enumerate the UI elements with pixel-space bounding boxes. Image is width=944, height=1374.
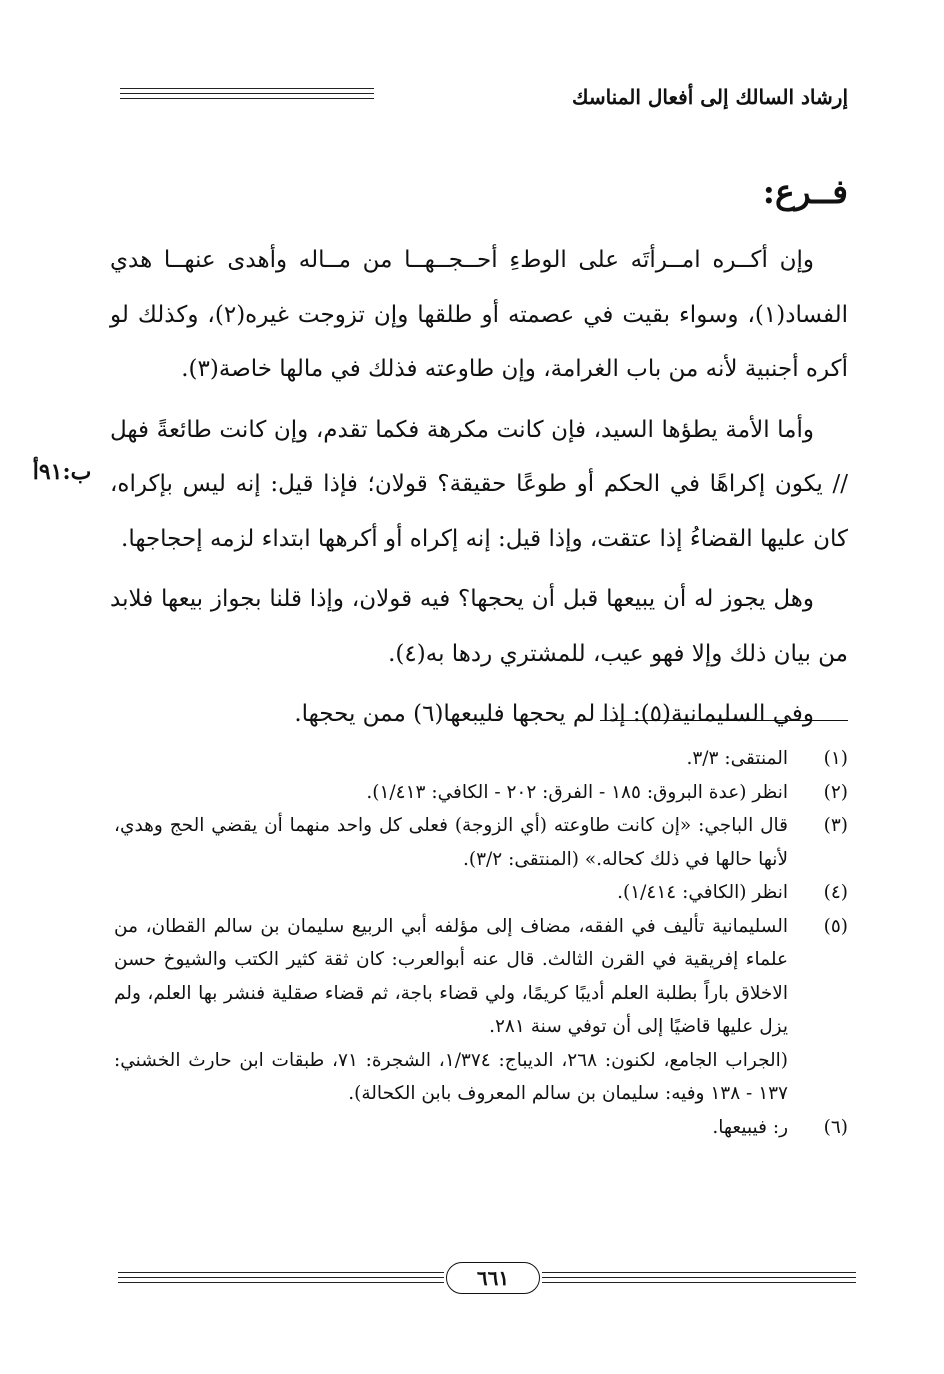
footer-rule-left-2 — [118, 1277, 444, 1278]
footnote-2 — [114, 776, 848, 810]
footnote-number: (١) — [823, 748, 848, 769]
paragraph-4: وفي السليمانية(٥): إذا لم يحجها فليبعها(٦) ممن يحجها. — [294, 701, 814, 727]
footnote-number: (٥) — [823, 915, 848, 937]
footnote-4 — [114, 876, 848, 910]
paragraph-3: وهل يجوز له أن يبيعها قبل أن يحجها؟ فيه قولان، وإذا قلنا بجواز بيعها فلابد من بيان ذلك وإلا فهو عيب، للمشتري ردها به(٤). — [110, 586, 848, 667]
header-rule-bottom — [120, 98, 374, 99]
manuscript-folio-note: ب:٩١أ — [32, 459, 92, 485]
footnote-number: (٦) — [823, 1116, 848, 1138]
footer-rule-left-3 — [118, 1282, 444, 1283]
footnote-5-continuation: (الجراب الجامع، لكنون: ٢٦٨، الديباج: ١/٣٧٤، الشجرة: ٧١، طبقات ابن حارث الخشني: ١٣٧ - ١٣٨ وفيه: سليمان بن سالم المعروف بابن الكحالة). — [114, 1049, 789, 1104]
footnote-number: (٣) — [823, 815, 848, 836]
main-text — [110, 233, 848, 748]
footer-rule-right-1 — [542, 1272, 856, 1273]
footnote-6 — [114, 1111, 848, 1145]
footnote-text: انظر (الكافي: ١/٤١٤). — [617, 882, 788, 903]
footnote-text: المنتقى: ٣/٣. — [686, 748, 788, 769]
paragraph-1: وإن أكــره امــرأتَه على الوطءِ أحــجــهــا من مــاله وأهدى عنهــا هدي الفساد(١)، وسواء بقيت في عصمته أو طلقها وإن تزوجت غيره(٢)، وكذلك لو أكره أجنبية لأنه من باب الغرامة، وإن طاوعته فذلك في مالها خاصة(٣). — [110, 247, 849, 382]
header-rule-top — [120, 88, 374, 89]
paragraph-2: وأما الأمة يطؤها السيد، فإن كانت مكرهة فكما تقدم، وإن كانت طائعةً فهل // يكون إكراهًا في الحكم أو طوعًا حقيقة؟ قولان؛ فإذا قيل: إنه ليس بإكراه، كان عليها القضاءُ إذا عتقت، وإذا قيل: إنه إكراه أو أكرهها ابتداء لزمه إحجاجها. — [110, 416, 848, 552]
footnote-separator — [600, 720, 848, 721]
footnote-text: قال الباجي: «إن كانت طاوعته (أي الزوجة) فعلى كل واحد منهما أن يقضي الحج وهدي، لأنها حالها في ذلك كحاله.» (المنتقى: ٣/٢). — [114, 815, 788, 870]
footnotes — [114, 742, 848, 1144]
footer-rule-right-3 — [542, 1282, 856, 1283]
footnote-3 — [114, 809, 848, 876]
footnote-5 — [114, 910, 848, 1044]
footer-rule-left-1 — [118, 1272, 444, 1273]
footnote-text: السليمانية تأليف في الفقه، مضاف إلى مؤلفه أبي الربيع سليمان بن سالم القطان، من علماء إفريقية في القرن الثالث. قال عنه أبوالعرب: كان ثقة كثير الكتب والشيوخ حسن الاخلاق باراً بطلبة العلم أديبًا كريمًا، ولي قضاء باجة، ثم قضاء صقلية فنشر بها العلم، ولم يزل عليها قاضيًا إلى أن توفي سنة ٢٨١. — [114, 915, 788, 1037]
footer-rule-right-2 — [542, 1277, 856, 1278]
footnote-number: (٢) — [823, 781, 848, 803]
footnote-text: ر: فيبيعها. — [712, 1116, 788, 1138]
footnote-number: (٤) — [823, 882, 848, 903]
page-number: ٦٦١ — [446, 1262, 540, 1294]
section-heading: فــرع: — [762, 172, 848, 211]
running-header-title: إرشاد السالك إلى أفعال المناسك — [571, 85, 848, 109]
footnote-text: انظر (عدة البروق: ١٨٥ - الفرق: ٢٠٢ - الكافي: ١/٤١٣). — [366, 781, 788, 803]
header-rule-middle — [120, 93, 374, 94]
footnote-1 — [114, 742, 848, 776]
